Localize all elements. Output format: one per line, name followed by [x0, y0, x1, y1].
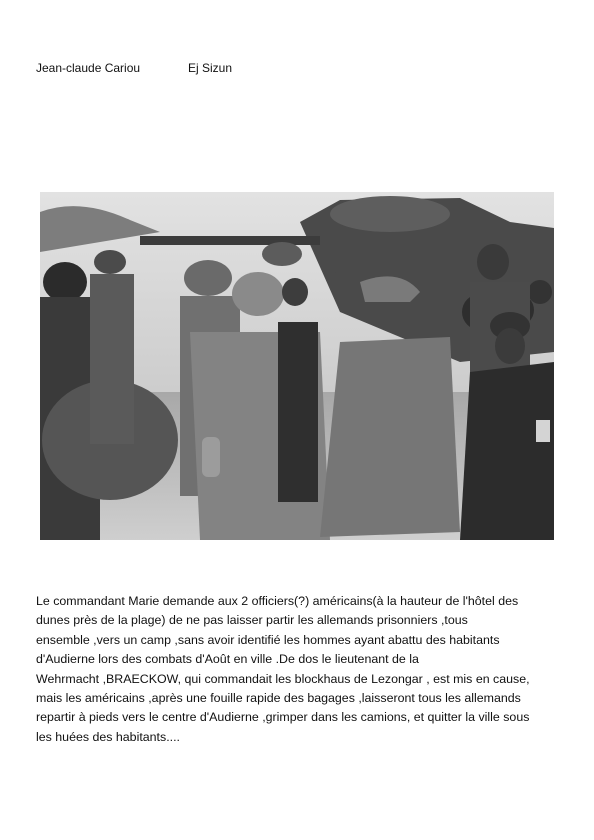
caption-line: les huées des habitants.... [36, 729, 180, 744]
caption-line: Le commandant Marie demande aux 2 officiers(?) américains(à la hauteur de l'hôtel des [36, 594, 519, 608]
soldiers-group [40, 242, 554, 540]
historical-photo [40, 192, 554, 540]
co-author-name: Ej Sizun [188, 61, 233, 75]
caption-line: d'Audierne lors des combats d'Août en ville .De dos le lieutenant de la [36, 652, 419, 667]
caption-line: ensemble ,vers un camp ,sans avoir identifié les hommes ayant abattu des habitants [36, 632, 500, 647]
photo-caption [36, 592, 560, 747]
caption-line: dunes près de la plage) de ne pas laisser partir les allemands prisonniers ,tous [36, 613, 468, 628]
caption-line: repartir à pieds vers le centre d'Audierne ,grimper dans les camions, et quitter la ville sous [36, 710, 530, 725]
photo-illustration [40, 192, 554, 540]
caption-line: mais les américains ,après une fouille rapide des bagages ,laisseront tous les allemands [36, 691, 521, 706]
caption-line: Wehrmacht ,BRAECKOW, qui commandait les blockhaus de Lezongar , est mis en cause, [36, 671, 530, 686]
author-name: Jean-claude Cariou [36, 61, 141, 75]
